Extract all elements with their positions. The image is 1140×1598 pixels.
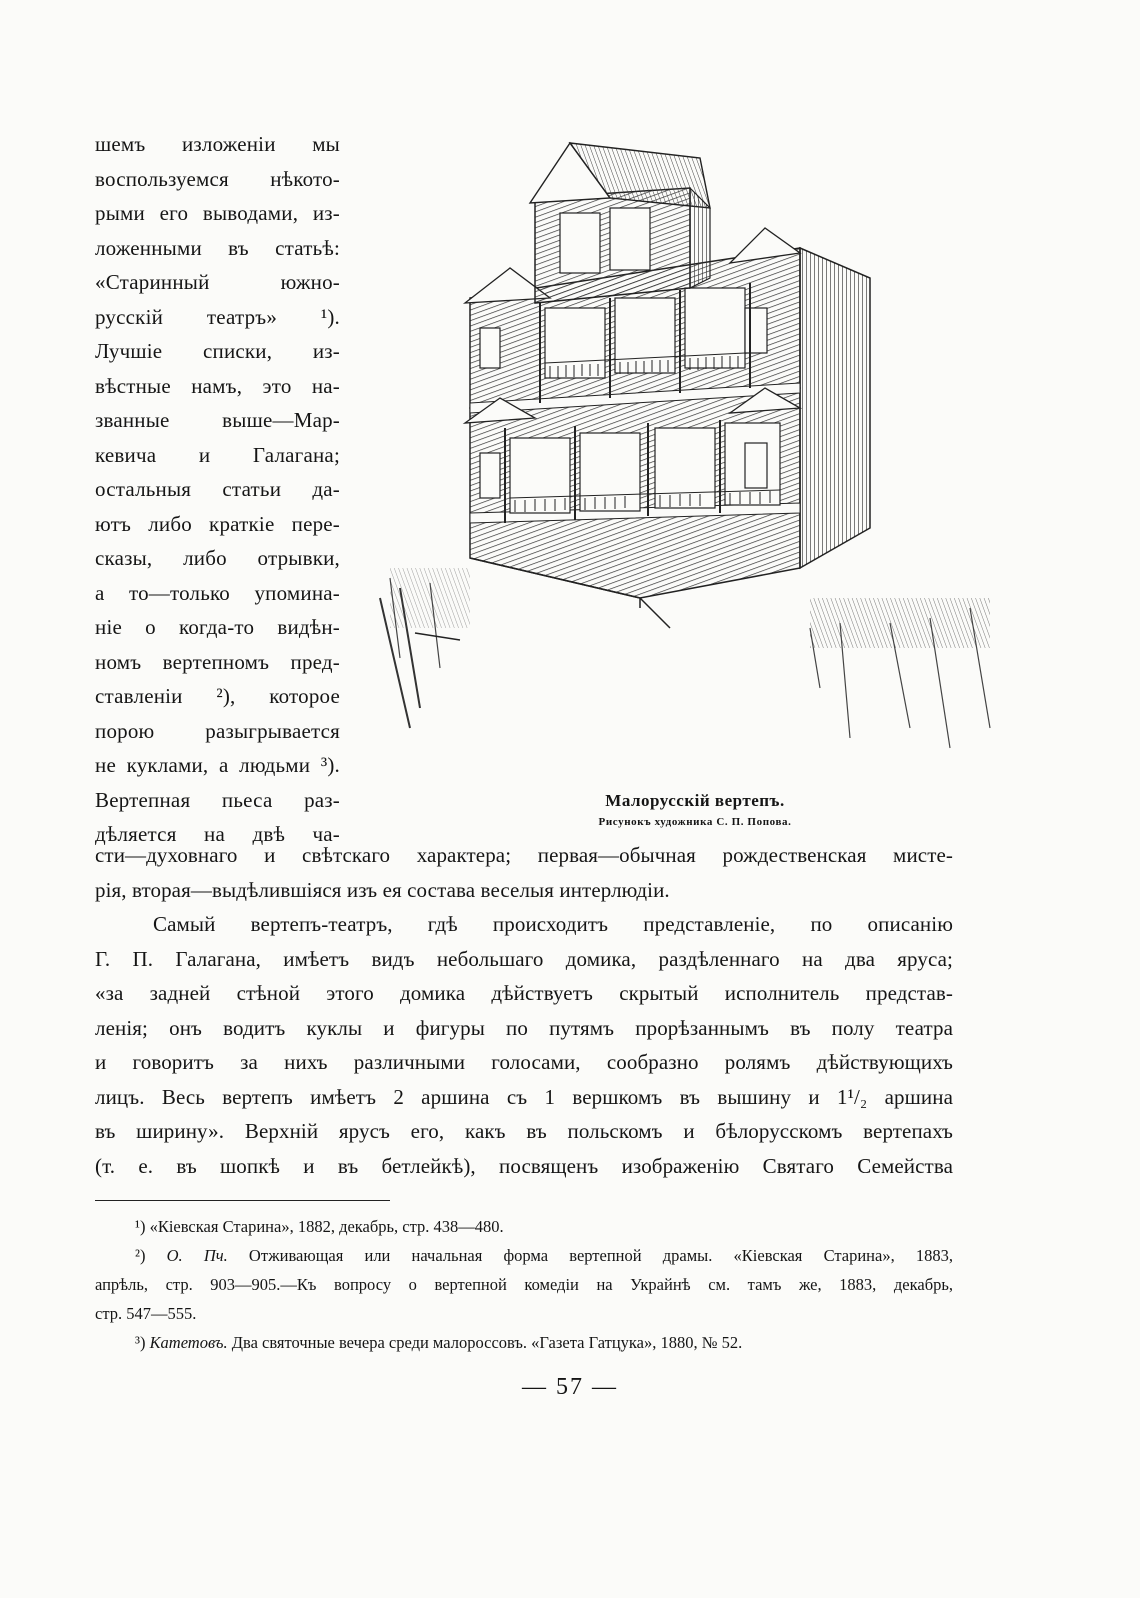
full-width-text — [95, 838, 953, 1183]
text-line: «Старинный южно- — [95, 270, 340, 294]
text-line: воспользуемся нѣкото- — [95, 166, 340, 191]
text-line: остальныя статьи да- — [95, 477, 340, 501]
text-line: сказы, либо отрывки, — [95, 546, 340, 570]
narrow-text-column — [95, 127, 340, 852]
text-line: Лучшіе списки, из- — [95, 339, 340, 363]
text-line: ніе о когда-то видѣн- — [95, 615, 340, 639]
text-line: ставленіи ²), которое — [95, 684, 340, 708]
text-line: (т. е. въ шопкѣ и въ бетлейкѣ), посвященъ изображенію Святаго Семейства — [95, 1153, 953, 1178]
footnote-text: Два святочные вечера среди малороссовъ. «Газета Гатцука», 1880, № 52. — [231, 1333, 743, 1352]
house — [465, 143, 870, 598]
footnote-text: «Кіевская Старина», 1882, декабрь, стр. 438—480. — [149, 1217, 504, 1236]
vertep-house-drawing — [370, 128, 1030, 768]
text-line: не куклами, а людьми ³). — [95, 753, 340, 777]
vertep-illustration — [370, 128, 1030, 768]
caption-subtitle: Рисунокъ художника С. П. Попова. — [598, 816, 792, 828]
text-line: Самый вертепъ-театръ, гдѣ происходитъ представленіе, по описанію — [153, 912, 953, 936]
text-line: рія, вторая—выдѣлившіяся изъ ея состава веселыя интерлюдіи. — [95, 877, 670, 902]
footnote-mark: ¹) — [135, 1217, 146, 1236]
text-line: Вертепная пьеса раз- — [95, 787, 340, 812]
text-line: номъ вертепномъ пред- — [95, 649, 340, 674]
text-line: дѣляется на двѣ ча- — [95, 822, 340, 846]
footnote-1 — [95, 1212, 953, 1241]
figure-caption — [545, 790, 845, 830]
text-line: лицъ. Весь вертепъ имѣетъ 2 аршина съ 1 вершкомъ въ вышину и 1¹/₂ аршина — [95, 1084, 953, 1109]
footnote-text: Отживающая или начальная форма вертепной драмы. «Кіевская Старина», 1883, — [248, 1246, 953, 1265]
text-line: порою разыгрывается — [95, 718, 340, 743]
text-line: Г. П. Галагана, имѣетъ видъ небольшаго домика, раздѣленнаго на два яруса; — [95, 946, 953, 971]
text-line: званные выше—Мар- — [95, 408, 340, 432]
text-line: а то—только упомина- — [95, 580, 340, 605]
caption-title: Малорусскій вертепъ. — [605, 791, 785, 810]
footnote-mark: ³) — [135, 1333, 146, 1352]
text-line: кевича и Галагана; — [95, 442, 340, 467]
footnote-author: О. Пч. — [166, 1246, 228, 1265]
footnote-separator — [95, 1200, 390, 1201]
footnote-author: Катетовъ. — [149, 1333, 228, 1352]
text-line: ютъ либо краткіе пере- — [95, 511, 340, 536]
page-number: — 57 — — [522, 1374, 618, 1400]
text-line: рыми его выводами, из- — [95, 201, 340, 225]
text-line: сти—духовнаго и свѣтскаго характера; первая—обычная рождественская мисте- — [95, 843, 953, 867]
text-line: въ ширину». Верхній ярусъ его, какъ въ польскомъ и бѣлорусскомъ вертепахъ — [95, 1119, 953, 1143]
footnote-mark: ²) — [135, 1246, 146, 1265]
text-line: русскій театръ» ¹). — [95, 304, 340, 329]
text-line: ленія; онъ водитъ куклы и фигуры по путямъ прорѣзаннымъ въ полу театра — [95, 1015, 953, 1040]
text-line: вѣстные намъ, это на- — [95, 373, 340, 398]
text-line: и говоритъ за нихъ различными голосами, сообразно ролямъ дѣйствующихъ — [95, 1050, 953, 1074]
footnotes — [95, 1212, 953, 1357]
footnote-3 — [95, 1328, 953, 1357]
ground — [380, 568, 1010, 758]
footnote-2-cont: апрѣль, стр. 903—905.—Къ вопросу о вертепной комедіи на Украйнѣ см. тамъ же, 1883, декабрь, — [95, 1275, 953, 1294]
text-line: шемъ изложеніи мы — [95, 132, 340, 156]
text-line: ложенными въ статьѣ: — [95, 235, 340, 260]
footnote-2 — [95, 1241, 953, 1270]
footnote-2-cont: стр. 547—555. — [95, 1304, 197, 1323]
text-line: «за задней стѣной этого домика дѣйствуетъ скрытый исполнитель представ- — [95, 981, 953, 1005]
